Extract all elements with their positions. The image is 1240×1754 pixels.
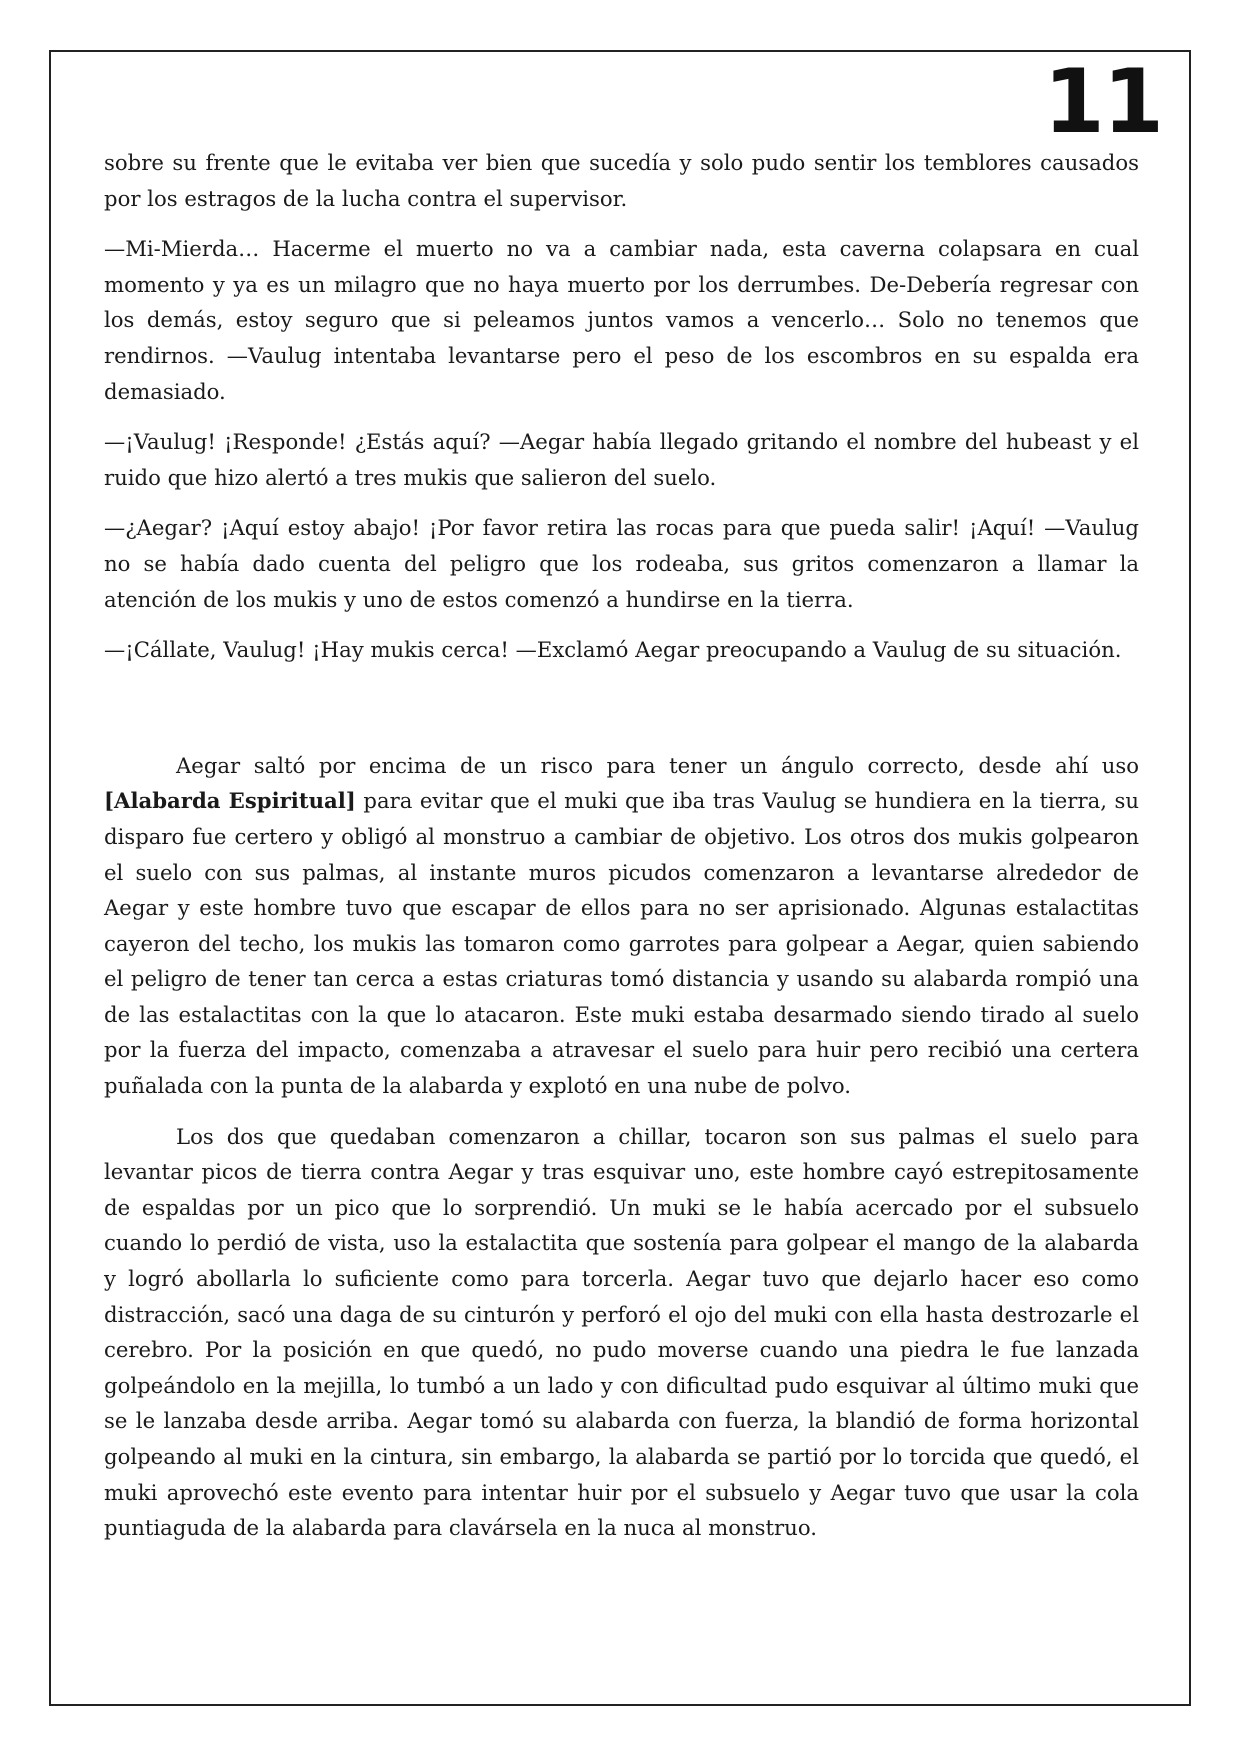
paragraph-dialogue-vaulug-reply: —¿Aegar? ¡Aquí estoy abajo! ¡Por favor retira las rocas para que pueda salir! ¡Aquí! —Vaulug no se había dado cuenta del peligro que los rodeaba, sus gritos comenzaron a llamar la atención de los mukis y uno de estos comenzó a hundirse en la tierra.: [104, 515, 1139, 612]
paragraph-dialogue-aegar-call: —¡Vaulug! ¡Responde! ¿Estás aquí? —Aegar había llegado gritando el nombre del hubeast y el ruido que hizo alertó a tres mukis que salieron del suelo.: [104, 429, 1139, 490]
paragraph-battle-end: Los dos que quedaban comenzaron a chillar, tocaron son sus palmas el suelo para levantar picos de tierra contra Aegar y tras esquivar uno, este hombre cayó estrepitosamente de espaldas por un pico que lo sorprendió. Un muki se le había acercado por el subsuelo cuando lo perdió de vista, uso la estalactita que sostenía para golpear el mango de la alabarda y logró abollarla lo suficiente como para torcerla. Aegar tuvo que dejarlo hacer eso como distracción, sacó una daga de su cinturón y perforó el ojo del muki con ella hasta destrozarle el cerebro. Por la posición en que quedó, no pudo moverse cuando una piedra le fue lanzada golpeándolo en la mejilla, lo tumbó a un lado y con dificultad pudo esquivar al último muki que se le lanzaba desde arriba. Aegar tomó su alabarda con fuerza, la blandió de forma horizontal golpeando al muki en la cintura, sin embargo, la alabarda se partió por lo torcida que quedó, el muki aprovechó este evento para intentar huir por el subsuelo y Aegar tuvo que usar la cola puntiaguda de la alabarda para clavársela en la nuca al monstruo.: [104, 1123, 1139, 1541]
chapter-text: [104, 145, 1139, 1561]
paragraph-battle-start: [104, 748, 1139, 1104]
skill-name: [Alabarda Espiritual]: [104, 788, 356, 814]
paragraph-text-after-skill: para evitar que el muki que iba tras Vaulug se hundiera en la tierra, su disparo fue certero y obligó al monstruo a cambiar de objetivo. Los otros dos mukis golpearon el suelo con sus palmas, al instante muros picudos comenzaron a levantarse alrededor de Aegar y este hombre tuvo que escapar de ellos para no ser aprisionado. Algunas estalactitas cayeron del techo, los mukis las tomaron como garrotes para golpear a Aegar, quien sabiendo el peligro de tener tan cerca a estas criaturas tomó distancia y usando su alabarda rompió una de las estalactitas con la que lo atacaron. Este muki estaba desarmado siendo tirado al suelo por la fuerza del impacto, comenzaba a atravesar el suelo para huir pero recibió una certera puñalada con la punta de la alabarda y explotó en una nube de polvo.: [104, 788, 1139, 1099]
paragraph-continuation: sobre su frente que le evitaba ver bien que sucedía y solo pudo sentir los temblores causados por los estragos de la lucha contra el supervisor.: [104, 150, 1139, 211]
page-number: 11: [1043, 50, 1162, 153]
paragraph-dialogue-vaulug: —Mi-Mierda… Hacerme el muerto no va a cambiar nada, esta caverna colapsara en cual momento y ya es un milagro que no haya muerto por los derrumbes. De-Debería regresar con los demás, estoy seguro que si peleamos juntos vamos a vencerlo… Solo no tenemos que rendirnos. —Vaulug intentaba levantarse pero el peso de los escombros en su espalda era demasiado.: [104, 236, 1139, 404]
paragraph-dialogue-aegar-warning: —¡Cállate, Vaulug! ¡Hay mukis cerca! —Exclamó Aegar preocupando a Vaulug de su situación.: [104, 637, 1122, 663]
paragraph-text-before-skill: Aegar saltó por encima de un risco para tener un ángulo correcto, desde ahí uso: [176, 752, 1139, 778]
